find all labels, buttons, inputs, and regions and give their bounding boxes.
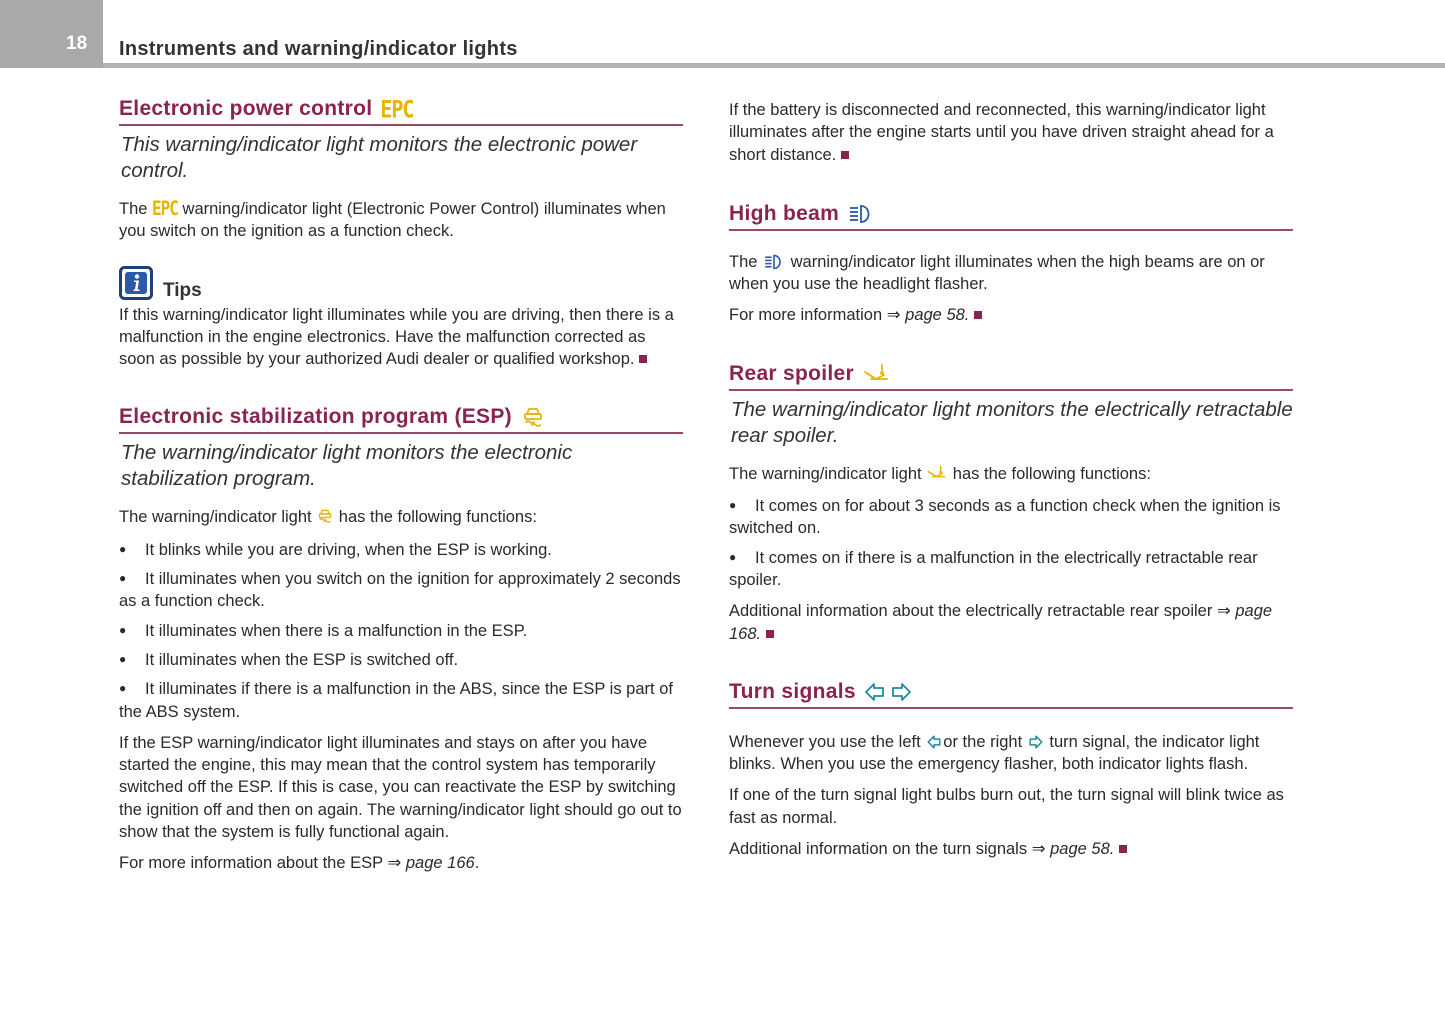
turn-signals-page-link[interactable]: page 58. (1050, 840, 1115, 859)
tips-label: Tips (163, 279, 202, 301)
epc-body (119, 198, 683, 243)
rear-spoiler-heading (729, 361, 1293, 391)
rear-spoiler-bullet-text: It comes on if there is a malfunction in the electrically retractable rear spoiler. (729, 548, 1258, 589)
high-beam-more-prefix: For more information (729, 306, 883, 325)
xref-arrow-icon: ⇒ (1031, 840, 1046, 859)
turn-signals-more-info (729, 838, 1293, 860)
esp-intro-prefix: The warning/indicator light (119, 508, 312, 527)
bullet-dot: ● (119, 541, 127, 556)
esp-inline-icon (316, 507, 334, 525)
esp-car-skid-icon (520, 404, 546, 430)
page-title: Instruments and warning/indicator lights (119, 38, 518, 60)
rear-spoiler-icon (862, 362, 892, 386)
turn-signals-text-a: Whenever you use the left (729, 732, 921, 751)
bullet-dot: ● (729, 498, 737, 513)
rear-spoiler-intro-suffix: has the following functions: (952, 464, 1151, 483)
rear-spoiler-intro-prefix: The warning/indicator light (729, 464, 922, 483)
xref-arrow-icon: ⇒ (1216, 602, 1231, 621)
xref-arrow-icon: ⇒ (387, 854, 402, 873)
bullet-dot: ● (729, 549, 737, 564)
esp-more-info (119, 852, 683, 874)
turn-left-icon (925, 734, 943, 750)
end-mark (841, 151, 849, 159)
rear-spoiler-intro (729, 463, 1293, 485)
turn-signals-text-b: or the right (943, 732, 1023, 751)
esp-intro-suffix: has the following functions: (338, 508, 537, 527)
epc-body-suffix: warning/indicator light (Electronic Power Control) illuminates when you switch on the ignition as a function check. (119, 200, 666, 241)
xref-arrow-icon: ⇒ (886, 306, 901, 325)
epc-inline-icon: EPC (152, 196, 178, 220)
rear-spoiler-subtitle: The warning/indicator light monitors the electrically retractable rear spoiler. (731, 397, 1293, 447)
esp-bullet-text: It illuminates when there is a malfunction in the ESP. (145, 621, 528, 640)
turn-signals-heading-label: Turn signals (729, 679, 856, 703)
epc-body-prefix: The (119, 200, 148, 218)
high-beam-heading-label: High beam (729, 201, 840, 225)
esp-bullet-1 (119, 538, 683, 561)
turn-signals-body-1 (729, 731, 1293, 776)
end-mark (974, 311, 982, 319)
turn-signals-body-2: If one of the turn signal light bulbs burn out, the turn signal will blink twice as fast as normal. (729, 786, 1284, 827)
rear-spoiler-page-link[interactable]: page 168. (729, 602, 1273, 643)
rear-spoiler-bullet-2 (729, 546, 1293, 592)
high-beam-body-suffix: warning/indicator light illuminates when the high beams are on or when you use the headlight flasher. (729, 252, 1265, 294)
esp-intro (119, 506, 683, 528)
tips-body (119, 304, 683, 371)
esp-bullet-2 (119, 567, 683, 613)
end-mark (639, 355, 647, 363)
epc-heading (119, 96, 683, 126)
end-mark (766, 630, 774, 638)
esp-bullet-4 (119, 648, 683, 671)
right-column (729, 96, 1293, 860)
rear-spoiler-inline-icon (926, 464, 948, 482)
header-rule (103, 63, 1445, 68)
epc-icon: EPC (380, 94, 414, 124)
rear-spoiler-more-prefix: Additional information about the electrically retractable rear spoiler (729, 602, 1213, 621)
esp-bullet-text: It illuminates when the ESP is switched off. (145, 650, 459, 669)
rear-spoiler-bullet-1 (729, 494, 1293, 540)
battery-body (729, 99, 1293, 166)
bullet-dot: ● (119, 651, 127, 666)
esp-heading-label: Electronic stabilization program (ESP) (119, 405, 512, 429)
high-beam-body-prefix: The (729, 252, 758, 271)
left-column (119, 96, 683, 875)
rear-spoiler-heading-label: Rear spoiler (729, 361, 854, 385)
epc-subtitle: This warning/indicator light monitors the electronic power control. (121, 133, 638, 182)
bullet-dot: ● (119, 681, 127, 696)
page-number: 18 (66, 33, 88, 54)
turn-signals-text-c: turn signal, the indicator light blinks. When you use the emergency flasher, both indicator lights flash. (729, 732, 1260, 774)
rear-spoiler-more-info (729, 600, 1293, 645)
esp-bullet-text: It illuminates when you switch on the ignition for approximately 2 seconds as a function check. (119, 570, 681, 611)
turn-signals-heading (729, 679, 1293, 709)
esp-heading (119, 404, 683, 434)
tips-header (119, 266, 683, 300)
esp-body: If the ESP warning/indicator light illuminates and stays on after you have started the engine, this may mean that the control system has temporarily switched off the ESP. If this is case, you can reactivate the ESP by switching the ignition off and then on again. The warning/indicator light should go out to show that the system is fully functional again. (119, 733, 682, 842)
end-mark (1119, 845, 1127, 853)
info-icon (119, 266, 153, 300)
esp-bullet-5 (119, 677, 683, 723)
turn-signal-arrows-icon (864, 681, 912, 703)
esp-more-prefix: For more information about the ESP (119, 854, 383, 873)
rear-spoiler-bullet-text: It comes on for about 3 seconds as a function check when the ignition is switched on. (729, 497, 1281, 538)
tips-text: If this warning/indicator light illuminates while you are driving, then there is a malfunction in the engine electronics. Have the malfunction corrected as soon as possible by your authorized Audi dealer or qualified workshop. (119, 305, 674, 369)
high-beam-heading (729, 201, 1293, 231)
esp-bullet-text: It illuminates if there is a malfunction in the ABS, since the ESP is part of the ABS system. (119, 680, 673, 721)
esp-page-link[interactable]: page 166 (405, 854, 475, 873)
turn-signals-more-prefix: Additional information on the turn signals (729, 840, 1028, 859)
bullet-dot: ● (119, 571, 127, 586)
epc-heading-label: Electronic power control (119, 97, 373, 120)
battery-text: If the battery is disconnected and reconnected, this warning/indicator light illuminates after the engine starts until you have driven straight ahead for a short distance. (729, 101, 1274, 164)
esp-bullet-text: It blinks while you are driving, when the ESP is working. (145, 540, 552, 559)
bullet-dot: ● (119, 622, 127, 637)
high-beam-inline-icon (762, 254, 786, 270)
high-beam-page-link[interactable]: page 58. (905, 306, 970, 325)
high-beam-icon (847, 204, 875, 224)
high-beam-body (729, 251, 1293, 296)
esp-bullet-3 (119, 619, 683, 642)
page-number-tab (0, 0, 103, 68)
esp-more-suffix: . (474, 854, 480, 873)
esp-subtitle: The warning/indicator light monitors the electronic stabilization program. (121, 441, 573, 491)
high-beam-more-info (729, 304, 1293, 326)
turn-right-icon (1027, 734, 1045, 750)
